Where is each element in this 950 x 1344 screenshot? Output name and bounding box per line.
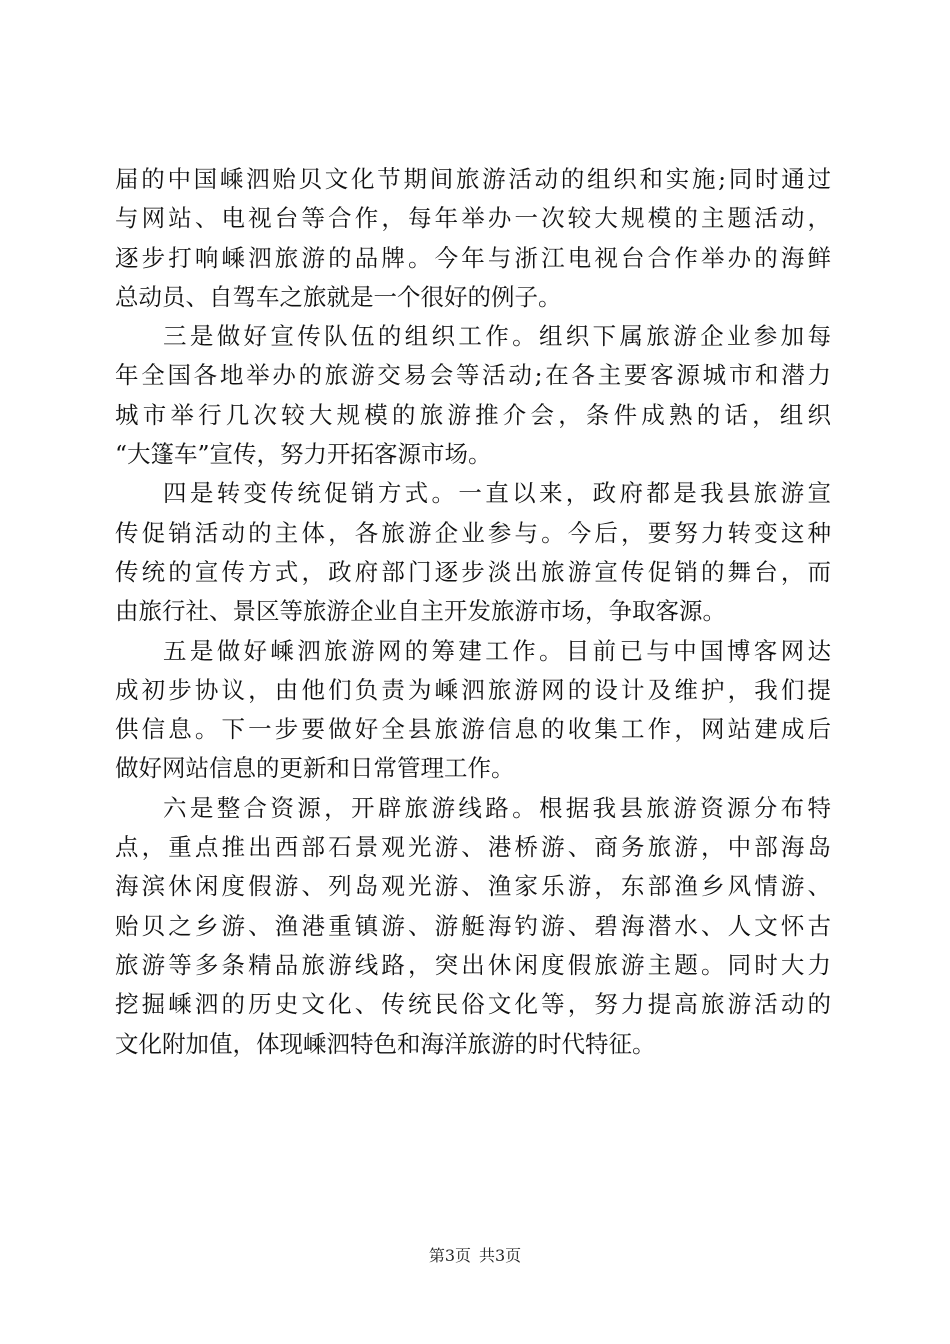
- text-line: 五是做好嵊泗旅游网的筹建工作。目前已与中国博客网达: [163, 636, 831, 665]
- text-line: 年全国各地举办的旅游交易会等活动;在各主要客源城市和潜力: [115, 361, 831, 390]
- text-line: 供信息。下一步要做好全县旅游信息的收集工作，网站建成后: [115, 715, 831, 744]
- page-footer: [0, 1245, 950, 1267]
- text-line: 届的中国嵊泗贻贝文化节期间旅游活动的组织和实施;同时通过: [115, 165, 831, 193]
- document-body: [115, 160, 831, 1064]
- text-line: 做好网站信息的更新和日常管理工作。: [115, 754, 515, 783]
- page-total: 共3页: [479, 1246, 522, 1265]
- text-line: 传统的宣传方式，政府部门逐步淡出旅游宣传促销的舞台，而: [115, 557, 831, 586]
- text-line: 成初步协议，由他们负责为嵊泗旅游网的设计及维护，我们提: [115, 675, 831, 704]
- text-line: 贻贝之乡游、渔港重镇游、游艇海钓游、碧海潜水、人文怀古: [115, 911, 831, 940]
- text-line: 旅游等多条精品旅游线路，突出休闲度假旅游主题。同时大力: [115, 950, 831, 979]
- text-line: 文化附加值，体现嵊泗特色和海洋旅游的时代特征。: [115, 1029, 656, 1058]
- text-line: 逐步打响嵊泗旅游的品牌。今年与浙江电视台合作举办的海鲜: [115, 243, 831, 272]
- text-line: 海滨休闲度假游、列岛观光游、渔家乐游，东部渔乡风情游、: [115, 872, 831, 901]
- text-line: 挖掘嵊泗的历史文化、传统民俗文化等，努力提高旅游活动的: [115, 990, 831, 1019]
- text-line: “大篷车”宣传，努力开拓客源市场。: [115, 440, 492, 469]
- page-number: 第3页: [428, 1246, 471, 1265]
- text-line: 三是做好宣传队伍的组织工作。组织下属旅游企业参加每: [163, 322, 831, 351]
- text-line: 与网站、电视台等合作，每年举办一次较大规模的主题活动，: [115, 204, 831, 233]
- text-line: 传促销活动的主体，各旅游企业参与。今后，要努力转变这种: [115, 518, 831, 547]
- text-line: 六是整合资源，开辟旅游线路。根据我县旅游资源分布特: [163, 793, 831, 822]
- text-line: 点，重点推出西部石景观光游、港桥游、商务旅游，中部海岛: [115, 833, 831, 862]
- text-line: 总动员、自驾车之旅就是一个很好的例子。: [115, 282, 562, 311]
- text-line: 城市举行几次较大规模的旅游推介会，条件成熟的话，组织: [115, 400, 831, 429]
- text-line: 由旅行社、景区等旅游企业自主开发旅游市场，争取客源。: [115, 597, 726, 626]
- text-line: 四是转变传统促销方式。一直以来，政府都是我县旅游宣: [163, 479, 831, 508]
